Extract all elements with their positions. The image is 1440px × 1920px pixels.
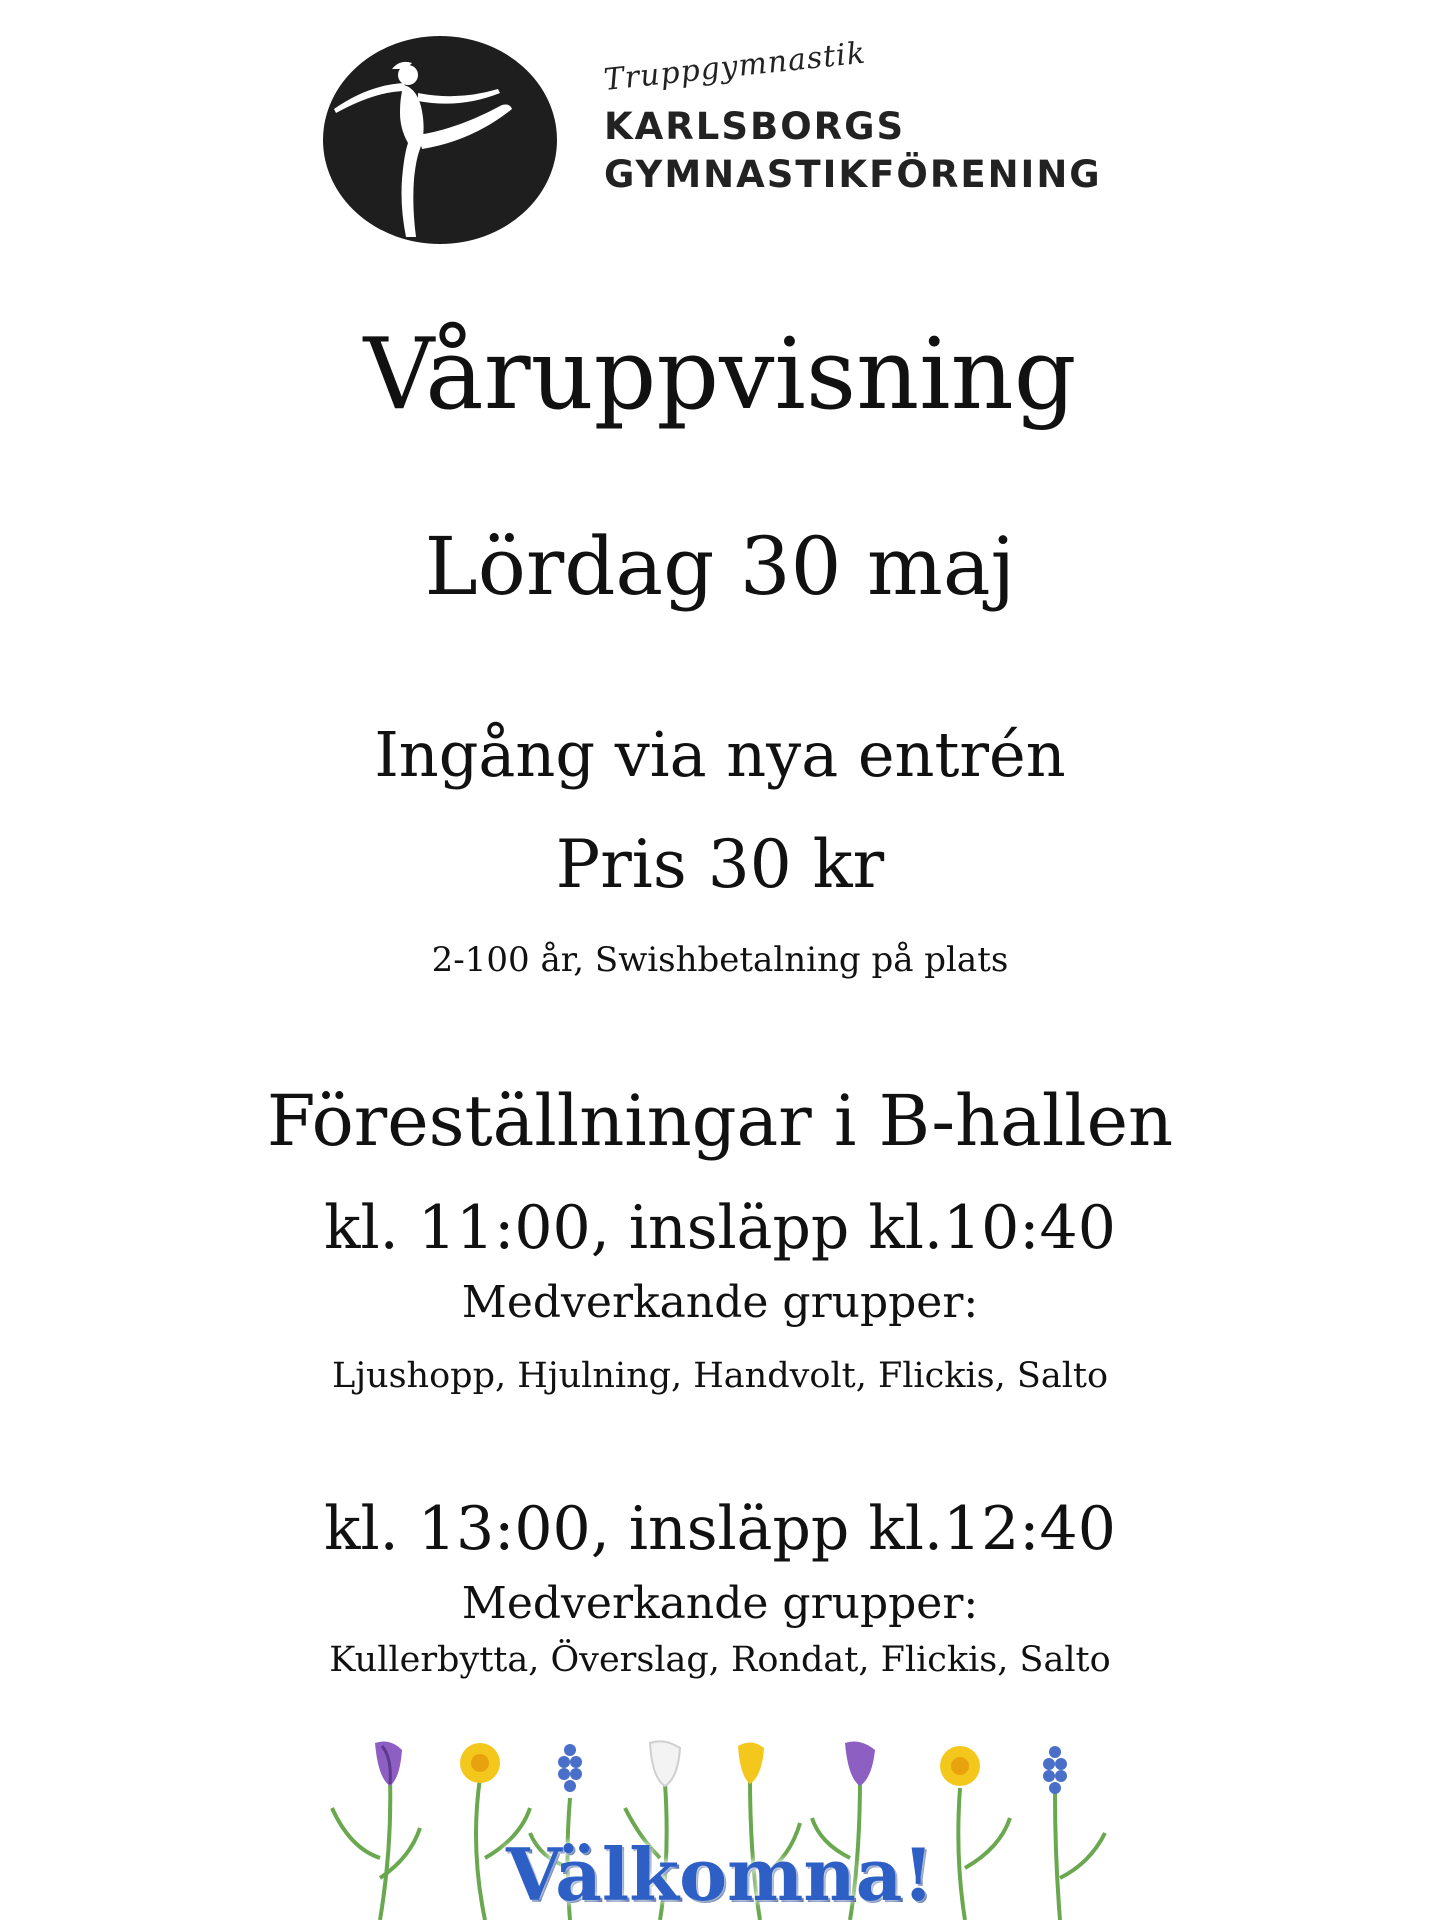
show-time-1: kl. 11:00, insläpp kl.10:40 <box>324 1193 1116 1263</box>
welcome-text: Välkomna! <box>506 1832 934 1917</box>
show-groups-1: Ljushopp, Hjulning, Handvolt, Flickis, Salto <box>331 1356 1109 1396</box>
event-date: Lördag 30 maj <box>424 520 1016 613</box>
logo-club-name-line1: KARLSBORGS <box>604 105 906 148</box>
performances-heading: Föreställningar i B-hallen <box>266 1080 1174 1162</box>
club-logo <box>322 35 1102 250</box>
logo-script-text: Truppgymnastik <box>602 35 868 98</box>
event-entrance: Ingång via nya entrén <box>374 718 1066 791</box>
gymnast-silhouette-icon <box>322 35 562 245</box>
logo-club-name-line2: GYMNASTIKFÖRENING <box>604 153 1102 196</box>
event-price-note: 2-100 år, Swishbetalning på plats <box>431 940 1009 980</box>
show-groups-label-2: Medverkande grupper: <box>461 1578 979 1629</box>
show-time-2: kl. 13:00, insläpp kl.12:40 <box>324 1494 1116 1564</box>
show-groups-label-1: Medverkande grupper: <box>461 1277 979 1328</box>
event-price: Pris 30 kr <box>555 826 885 903</box>
show-groups-2: Kullerbytta, Överslag, Rondat, Flickis, Salto <box>329 1640 1111 1680</box>
event-title: Våruppvisning <box>363 318 1077 432</box>
